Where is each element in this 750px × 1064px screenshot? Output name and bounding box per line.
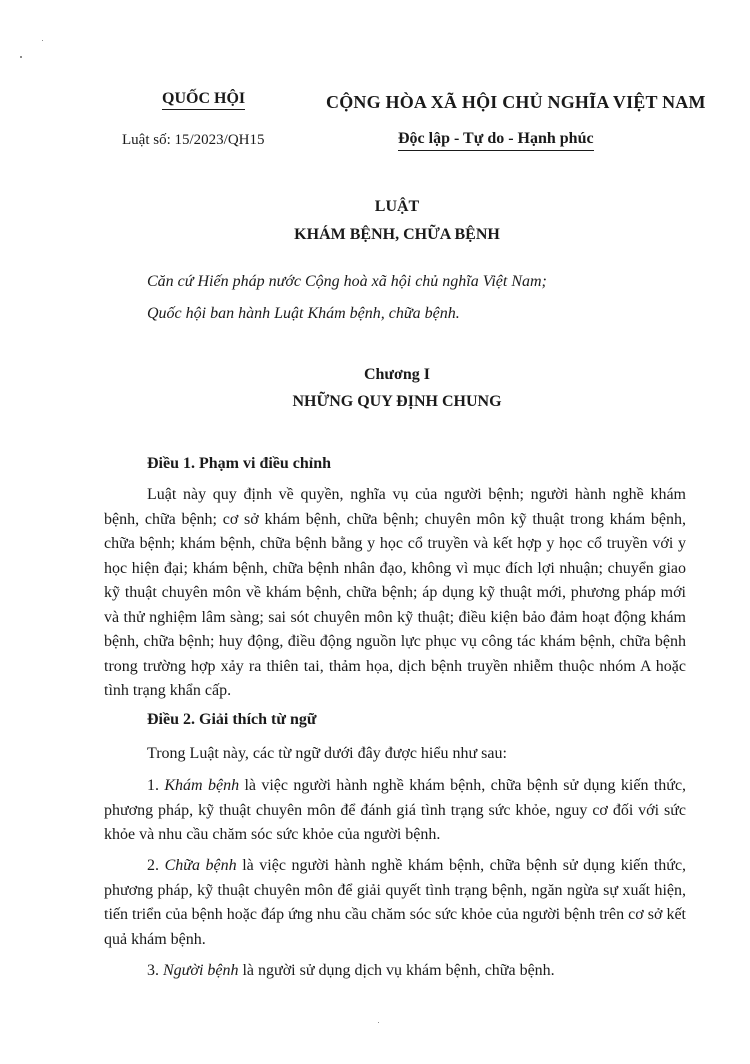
preamble-basis: Căn cứ Hiến pháp nước Cộng hoà xã hội chủ nghĩa Việt Nam; xyxy=(147,273,547,290)
issuing-organization: QUỐC HỘI xyxy=(0,90,410,110)
article-2-heading: Điều 2. Giải thích từ ngữ xyxy=(147,711,317,728)
preamble-promulgation: Quốc hội ban hành Luật Khám bệnh, chữa bệnh. xyxy=(147,305,460,322)
definition-number: 3. xyxy=(147,962,159,979)
article-2-intro: Trong Luật này, các từ ngữ dưới đây được hiểu như sau: xyxy=(147,745,507,762)
chapter-title: NHỮNG QUY ĐỊNH CHUNG xyxy=(292,393,502,410)
definition-item xyxy=(104,854,686,952)
definition-term: Chữa bệnh xyxy=(164,857,237,874)
scan-speck xyxy=(378,1022,379,1023)
definition-item xyxy=(104,774,686,848)
definition-text: là việc người hành nghề khám bệnh, chữa bệnh sử dụng kiến thức, phương pháp, kỹ thuật chuyên môn để giải quyết tình trạng bệnh, ngăn ngừa sự xuất hiện, tiến triển của bệnh hoặc đáp ứng nhu cầu chăm sóc sức khỏe của người bệnh trên cơ sở kết quả khám bệnh. xyxy=(104,857,687,948)
definition-text: là người sử dụng dịch vụ khám bệnh, chữa bệnh. xyxy=(242,962,555,979)
scan-speck xyxy=(42,40,43,41)
definition-number: 1. xyxy=(147,777,159,794)
law-number: Luật số: 15/2023/QH15 xyxy=(122,132,265,148)
article-1-body: Luật này quy định về quyền, nghĩa vụ của người bệnh; người hành nghề khám bệnh, chữa bệnh; cơ sở khám bệnh, chữa bệnh; chuyên môn kỹ thuật trong khám bệnh, chữa bệnh; khám bệnh, chữa bệnh bằng y học cổ truyền và kết hợp y học cổ truyền với y học hiện đại; khám bệnh, chữa bệnh nhân đạo, không vì mục đích lợi nhuận; chuyển giao kỹ thuật chuyên môn về khám bệnh, chữa bệnh; áp dụng kỹ thuật mới, phương pháp mới và thử nghiệm lâm sàng; sai sót chuyên môn kỹ thuật; điều kiện bảo đảm hoạt động khám bệnh, chữa bệnh; huy động, điều động nguồn lực phục vụ công tác khám bệnh, chữa bệnh trong trường hợp xảy ra thiên tai, thảm họa, dịch bệnh truyền nhiễm thuộc nhóm A hoặc tình trạng khẩn cấp. xyxy=(104,486,686,699)
chapter-number: Chương I xyxy=(363,366,431,383)
article-1-heading: Điều 1. Phạm vi điều chỉnh xyxy=(147,455,332,472)
definition-term: Người bệnh xyxy=(163,962,239,979)
definition-text: là việc người hành nghề khám bệnh, chữa bệnh sử dụng kiến thức, phương pháp, kỹ thuật chuyên môn để đánh giá tình trạng sức khỏe, nguy cơ đối với sức khỏe và nhu cầu chăm sóc sức khỏe của người bệnh. xyxy=(104,777,687,843)
national-motto: Độc lập - Tự do - Hạnh phúc xyxy=(398,130,594,151)
law-title: LUẬT xyxy=(374,198,420,215)
country-name: CỘNG HÒA XÃ HỘI CHỦ NGHĨA VIỆT NAM xyxy=(326,92,706,112)
definition-item xyxy=(104,959,686,984)
definition-number: 2. xyxy=(147,857,159,874)
definition-term: Khám bệnh xyxy=(164,777,240,794)
scan-speck xyxy=(20,56,22,58)
law-subtitle: KHÁM BỆNH, CHỮA BỆNH xyxy=(294,226,500,243)
